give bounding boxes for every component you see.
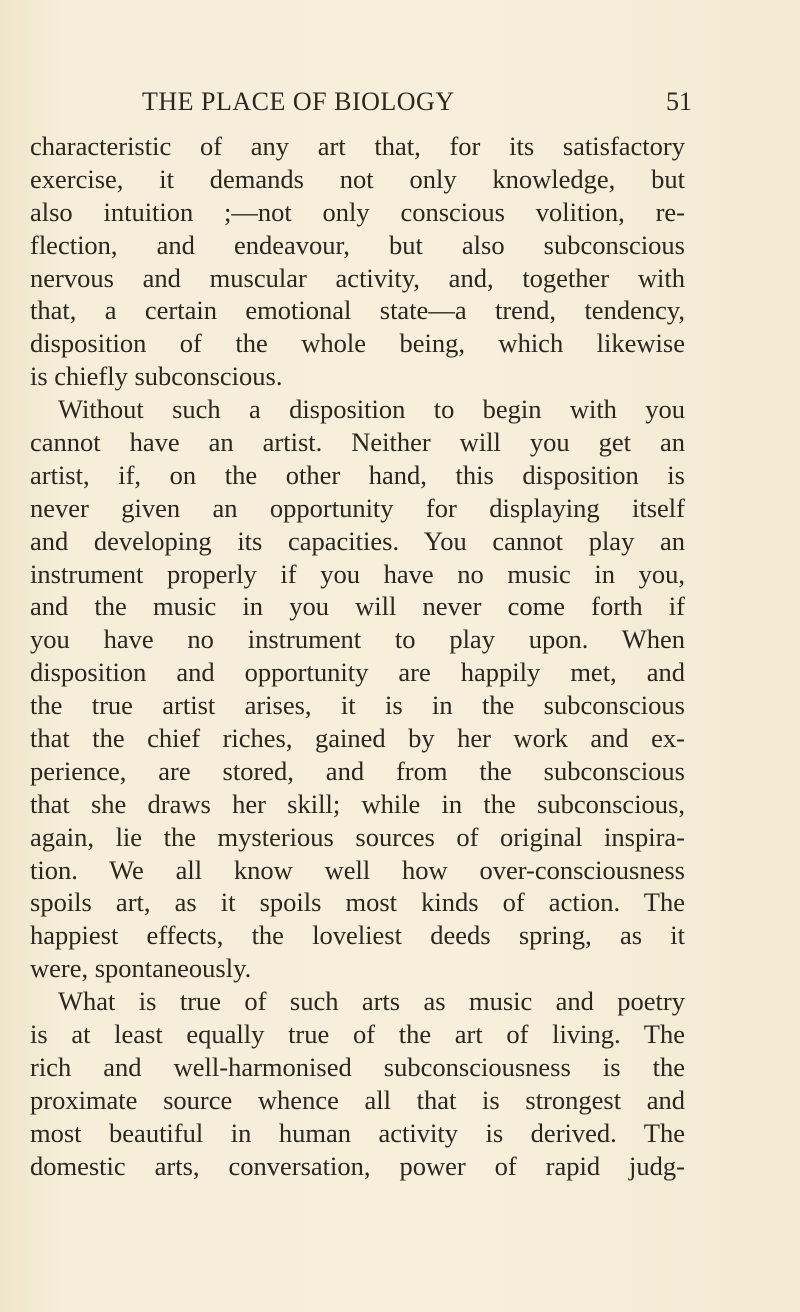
text-line: flection, and endeavour, but also subconscious (30, 229, 685, 260)
text-line: the true artist arises, it is in the subconscious (30, 690, 685, 721)
text-line: that she draws her skill; while in the subconscious, (30, 788, 685, 819)
text-line: disposition and opportunity are happily met, and (30, 657, 685, 688)
text-line: is at least equally true of the art of living. The (30, 1019, 685, 1050)
text-line: rich and well-harmonised subconsciousness is the (30, 1051, 685, 1082)
text-line: and the music in you will never come forth if (30, 591, 685, 622)
text-line: domestic arts, conversation, power of rapid judg- (30, 1150, 685, 1181)
running-head (142, 85, 692, 119)
text-line: Without such a disposition to begin with you (58, 394, 685, 425)
text-line: that, a certain emotional state—a trend, tendency, (30, 295, 685, 326)
text-line: happiest effects, the loveliest deeds spring, as it (30, 920, 685, 951)
text-line: most beautiful in human activity is derived. The (30, 1117, 685, 1148)
text-line: you have no instrument to play upon. When (30, 624, 685, 655)
text-line: again, lie the mysterious sources of original inspira- (30, 821, 685, 852)
text-line: is chiefly subconscious. (30, 361, 283, 392)
body-text (30, 130, 685, 1183)
text-line: tion. We all know well how over-consciousness (30, 854, 685, 885)
page-number: 51 (666, 87, 692, 116)
text-line: cannot have an artist. Neither will you get an (30, 427, 685, 458)
text-line: proximate source whence all that is strongest and (30, 1084, 685, 1115)
text-line: never given an opportunity for displaying itself (30, 492, 685, 523)
text-line: instrument properly if you have no music in you, (30, 558, 685, 589)
text-line: characteristic of any art that, for its satisfactory (30, 131, 685, 161)
text-line: and developing its capacities. You cannot play an (30, 525, 685, 556)
text-line: nervous and muscular activity, and, together with (30, 262, 685, 293)
text-line: were, spontaneously. (30, 953, 252, 984)
text-line: What is true of such arts as music and poetry (58, 986, 685, 1017)
running-title: THE PLACE OF BIOLOGY (142, 87, 455, 116)
text-line: disposition of the whole being, which likewise (30, 328, 685, 359)
text-line: also intuition ;—not only conscious volition, re- (30, 196, 685, 227)
text-line: exercise, it demands not only knowledge, but (30, 163, 685, 194)
text-line: that the chief riches, gained by her work and ex- (30, 723, 685, 754)
text-line: artist, if, on the other hand, this disposition is (30, 459, 685, 490)
text-line: spoils art, as it spoils most kinds of action. The (30, 887, 685, 918)
text-line: perience, are stored, and from the subconscious (30, 755, 685, 786)
